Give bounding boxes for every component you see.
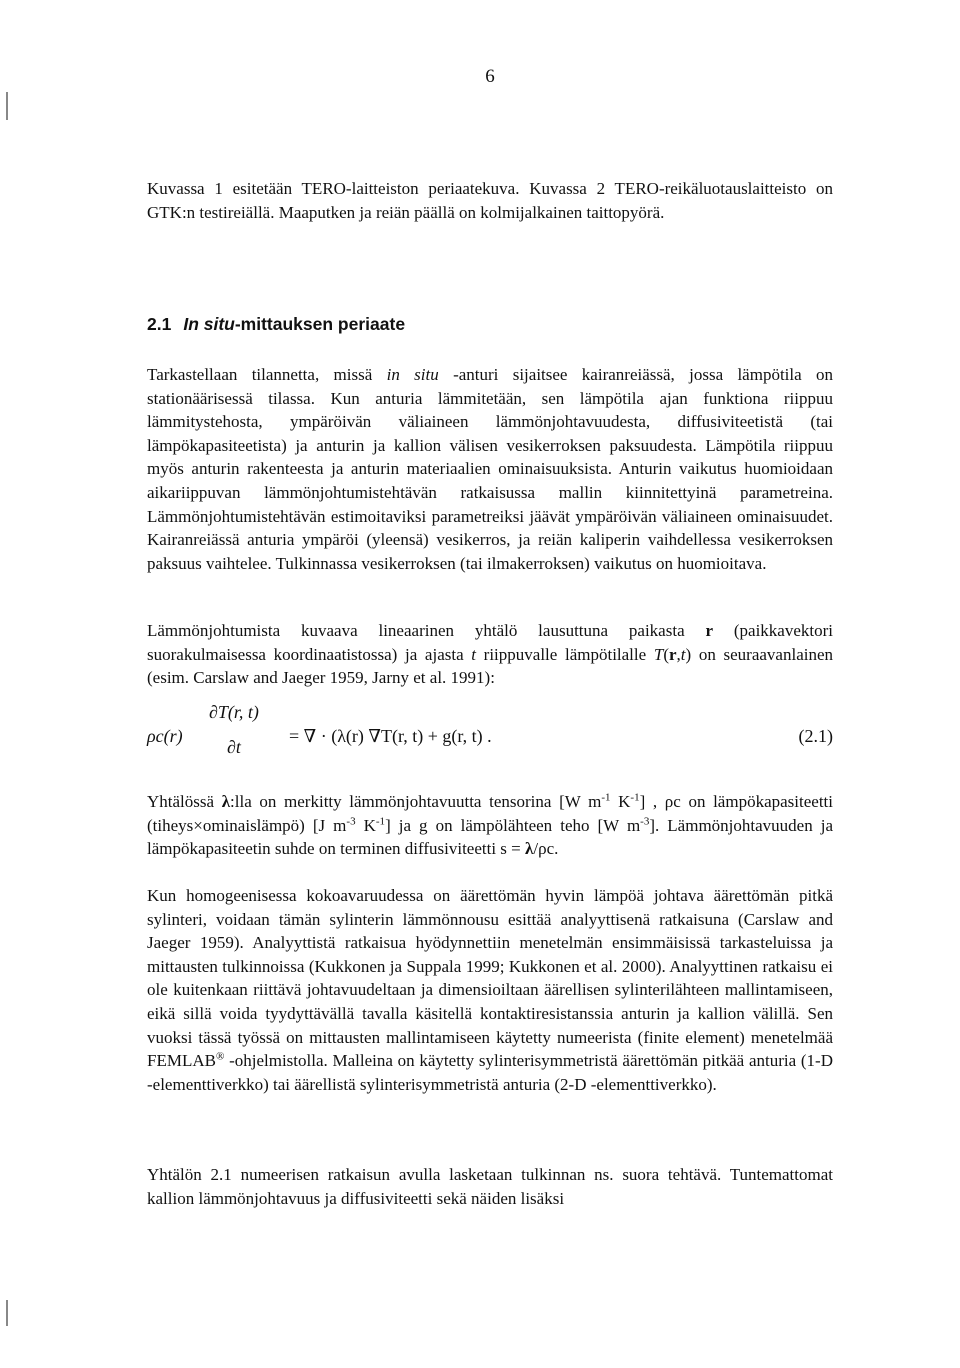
equation-right-side: = ∇ · (λ(r) ∇T(r, t) + g(r, t) . <box>289 726 492 746</box>
superscript: -1 <box>601 791 611 804</box>
equation-fraction <box>209 702 259 758</box>
section-title-italic: In situ <box>183 314 235 334</box>
text-span: ] ja g on lämpölähteen teho [W m <box>385 815 641 835</box>
paragraph-in-situ <box>147 363 833 575</box>
text-span: Kun homogeenisessa kokoavaruudessa on äärettömän hyvin lämpöä johtava äärettömän pitkä sylinteri, voidaan tämän sylinterin lämmönnousu esittää analyyttisenä ratkaisuna (Carslaw and Jaeger 1959). Analyyttistä ratkaisua hyödynnettiin menetelmän ensimmäisissä tarkasteluissa ja mittausten tulkinnoissa (Kukkonen ja Suppala 1999; Kukkonen et al. 2000). Analyyttinen ratkaisu ei ole kuitenkaan riittävä johtavuudeltaan ja dimensioiltaan äärellisen sylinterilähteen mallintamiseen, eikä sillä voida tyydyttävällä tavalla käsitellä kontaktiresistanssia anturin ja kallion välillä. Sen vuoksi tässä työssä on mittausten mallintamiseen käytetty numeerista (finite element) menetelmää FEMLAB <box>147 886 833 1071</box>
paragraph-heat-equation-intro <box>147 619 833 690</box>
equation-2-1 <box>147 700 833 770</box>
text-span: riippuvalle lämpötilalle <box>476 644 654 664</box>
page-number: 6 <box>485 66 495 87</box>
paragraph-forward-problem: Yhtälön 2.1 numeerisen ratkaisun avulla lasketaan tulkinnan ns. suora tehtävä. Tuntemattomat kallion lämmönjohtavuus ja diffusiviteetti sekä näiden lisäksi <box>147 1165 833 1208</box>
text-span: K <box>355 815 376 835</box>
paragraph-symbol-definitions <box>147 790 833 861</box>
text-span: r <box>668 644 677 664</box>
intro-paragraph: Kuvassa 1 esitetään TERO-laitteiston periaatekuva. Kuvassa 2 TERO-reikäluotauslaitteisto on GTK:n testireiällä. Maaputken ja reiän päällä on kolmijalkainen taittopyörä. <box>147 179 833 222</box>
text-span: Tarkastellaan tilannetta, missä <box>147 365 387 384</box>
section-heading <box>147 314 405 335</box>
equation-number: (2.1) <box>798 726 833 746</box>
text-span: ]. Lämmönjohtavuuden ja lämpökapasiteetin suhde on terminen diffusiviteetti s = <box>147 815 833 859</box>
text-span: λ <box>221 792 231 811</box>
text-span: t <box>680 644 686 664</box>
text-span: r <box>705 621 714 640</box>
text-span: Lämmönjohtumista kuvaava lineaarinen yhtälö lausuttuna paikasta <box>147 621 706 640</box>
text-span: in situ <box>386 365 439 384</box>
registered-mark: ® <box>215 1050 225 1063</box>
scan-edge-mark <box>6 1300 8 1326</box>
text-span: :lla on merkitty lämmönjohtavuutta tensorina [W m <box>230 792 602 811</box>
text-span: , <box>676 644 681 664</box>
fraction-numerator: ∂T(r, t) <box>209 702 259 722</box>
text-span: -anturi sijaitsee kairanreiässä, jossa lämpötila on stationäärisessä tilassa. Kun anturia lämmitetään, sen lämpötila ajan funktiona riippuu lämmitystehosta, ympäröivän väliaineen lämmönjohtavuudesta, diffusiviteetistä (tai lämpökapasiteetista) ja anturin ja kallion välisen vesikerroksen paksuudesta. Lämpötila riippuu myös anturin rakenteesta ja anturin materiaalien ominaisuuksista. Anturin vaikutus huomioidaan aikariippuvan lämmönjohtumistehtävän ratkaisussa mallin kiinnitettyinä parametreina. Lämmönjohtumistehtävän estimoitaviksi parametreiksi jäävät ympäröivän väliaineen ominaisuudet. Kairanreiässä anturia ympäröi (yleensä) vesikerros, ja reiän kaliperin vaihdellessa vesikerroksen paksuus vaihtelee. Tulkinnassa vesikerroksen (tai ilmakerroksen) vaikutus on huomioitava. <box>147 365 833 573</box>
section-number: 2.1 <box>147 314 172 334</box>
superscript: -1 <box>630 791 640 804</box>
text-span: /ρc. <box>533 839 559 859</box>
fraction-denominator: ∂t <box>227 737 241 757</box>
scan-edge-mark <box>6 92 8 120</box>
equation-left-side: ρc(r) <box>147 726 183 746</box>
text-span: t <box>471 644 477 664</box>
superscript: -3 <box>640 814 650 827</box>
text-span: on seuraavanlainen (esim. Carslaw and Jaeger 1959, Jarny et al. 1991): <box>147 644 834 688</box>
text-span: K <box>610 792 631 811</box>
text-span: T <box>653 644 664 664</box>
text-span: ] , ρc on lämpökapasiteetti (tiheys×ominaislämpö) [J m <box>147 792 833 835</box>
section-title: -mittauksen periaate <box>234 314 406 334</box>
superscript: -3 <box>346 814 356 827</box>
paragraph-analytical-numerical <box>147 884 833 1096</box>
text-span: -ohjelmistolla. Malleina on käytetty sylinterisymmetristä äärettömän pitkää anturia (1-D -elementtiverkko) tai äärellistä sylinterisymmetristä anturia (2-D -elementtiverkko). <box>147 1051 833 1094</box>
text-span: (paikkavektori suorakulmaisessa koordinaatistossa) ja ajasta <box>147 621 833 664</box>
text-span: ( <box>663 644 669 664</box>
text-span: λ <box>525 839 534 859</box>
superscript: -1 <box>375 814 386 827</box>
text-span: Yhtälössä <box>147 792 222 811</box>
text-span: ) <box>685 644 692 664</box>
